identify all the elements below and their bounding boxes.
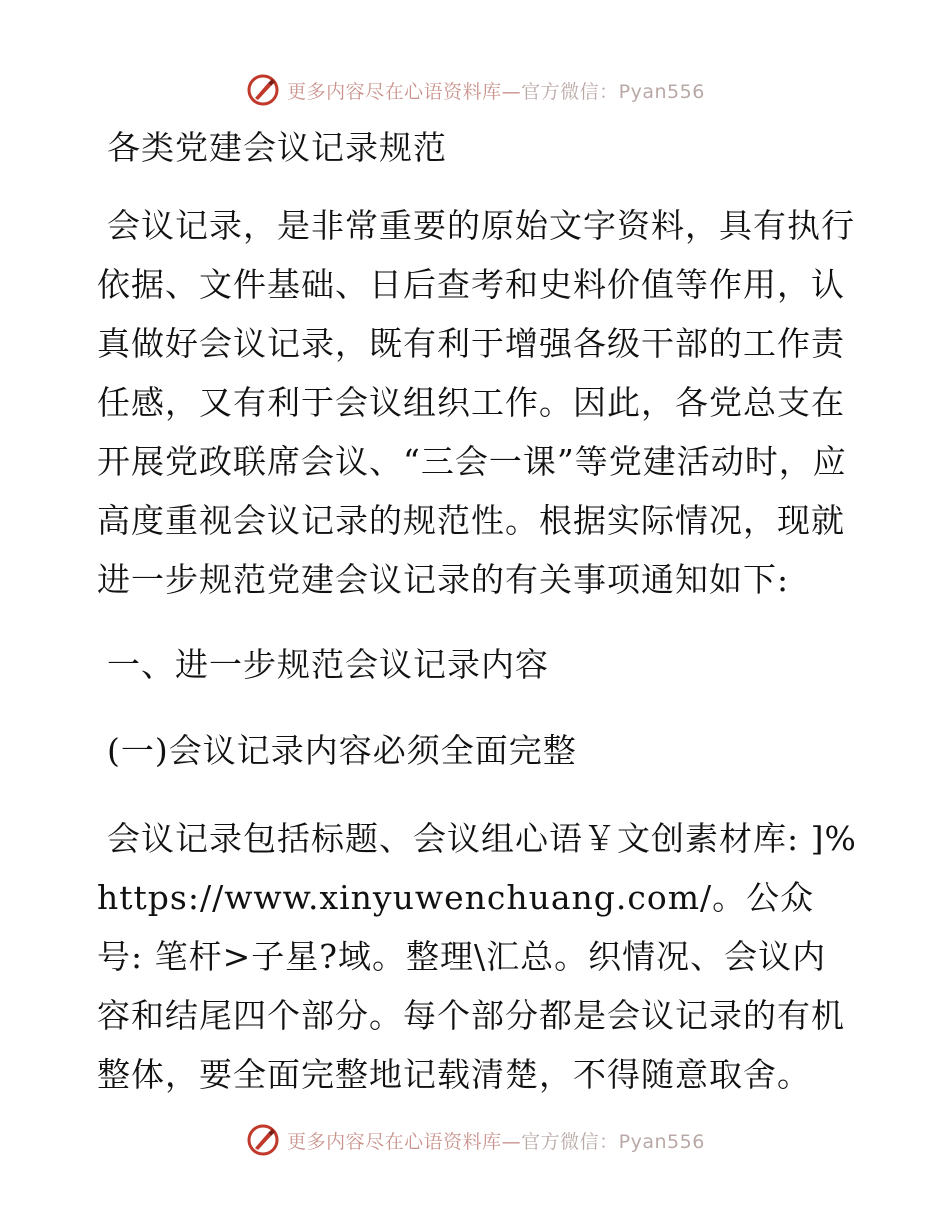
footer-watermark	[0, 1120, 950, 1160]
watermark-text: 更多内容尽在心语资料库—官方微信：Pyan556	[287, 1130, 705, 1153]
document-body	[97, 120, 857, 1104]
body-paragraph-1: 会议记录包括标题、会议组心语￥文创素材库: ]%https://www.xinyuwenchuang.com/。公众号: 笔杆>子星?域。整理\汇总。织情况、会议内容和结尾四个部分。每个部分都是会议记录的有机整体，要全面完整地记载清楚，不得随意取舍。	[97, 819, 857, 1094]
section-heading-1: 一、进一步规范会议记录内容	[107, 645, 549, 684]
pen-logo-icon	[245, 1122, 281, 1158]
subsection-heading-1: (一)会议记录内容必须全面完整	[107, 731, 577, 770]
pen-logo-icon	[245, 72, 281, 108]
watermark-text: 更多内容尽在心语资料库—官方微信：Pyan556	[287, 80, 705, 103]
document-title: 各类党建会议记录规范	[107, 128, 447, 167]
intro-paragraph: 会议记录，是非常重要的原始文字资料，具有执行依据、文件基础、日后查考和史料价值等作用，认真做好会议记录，既有利于增强各级干部的工作责任感，又有利于会议组织工作。因此，各党总支在开展党政联席会议、“三会一课”等党建活动时，应高度重视会议记录的规范性。根据实际情况，现就进一步规范党建会议记录的有关事项通知如下:	[97, 206, 855, 599]
header-watermark	[0, 70, 950, 110]
